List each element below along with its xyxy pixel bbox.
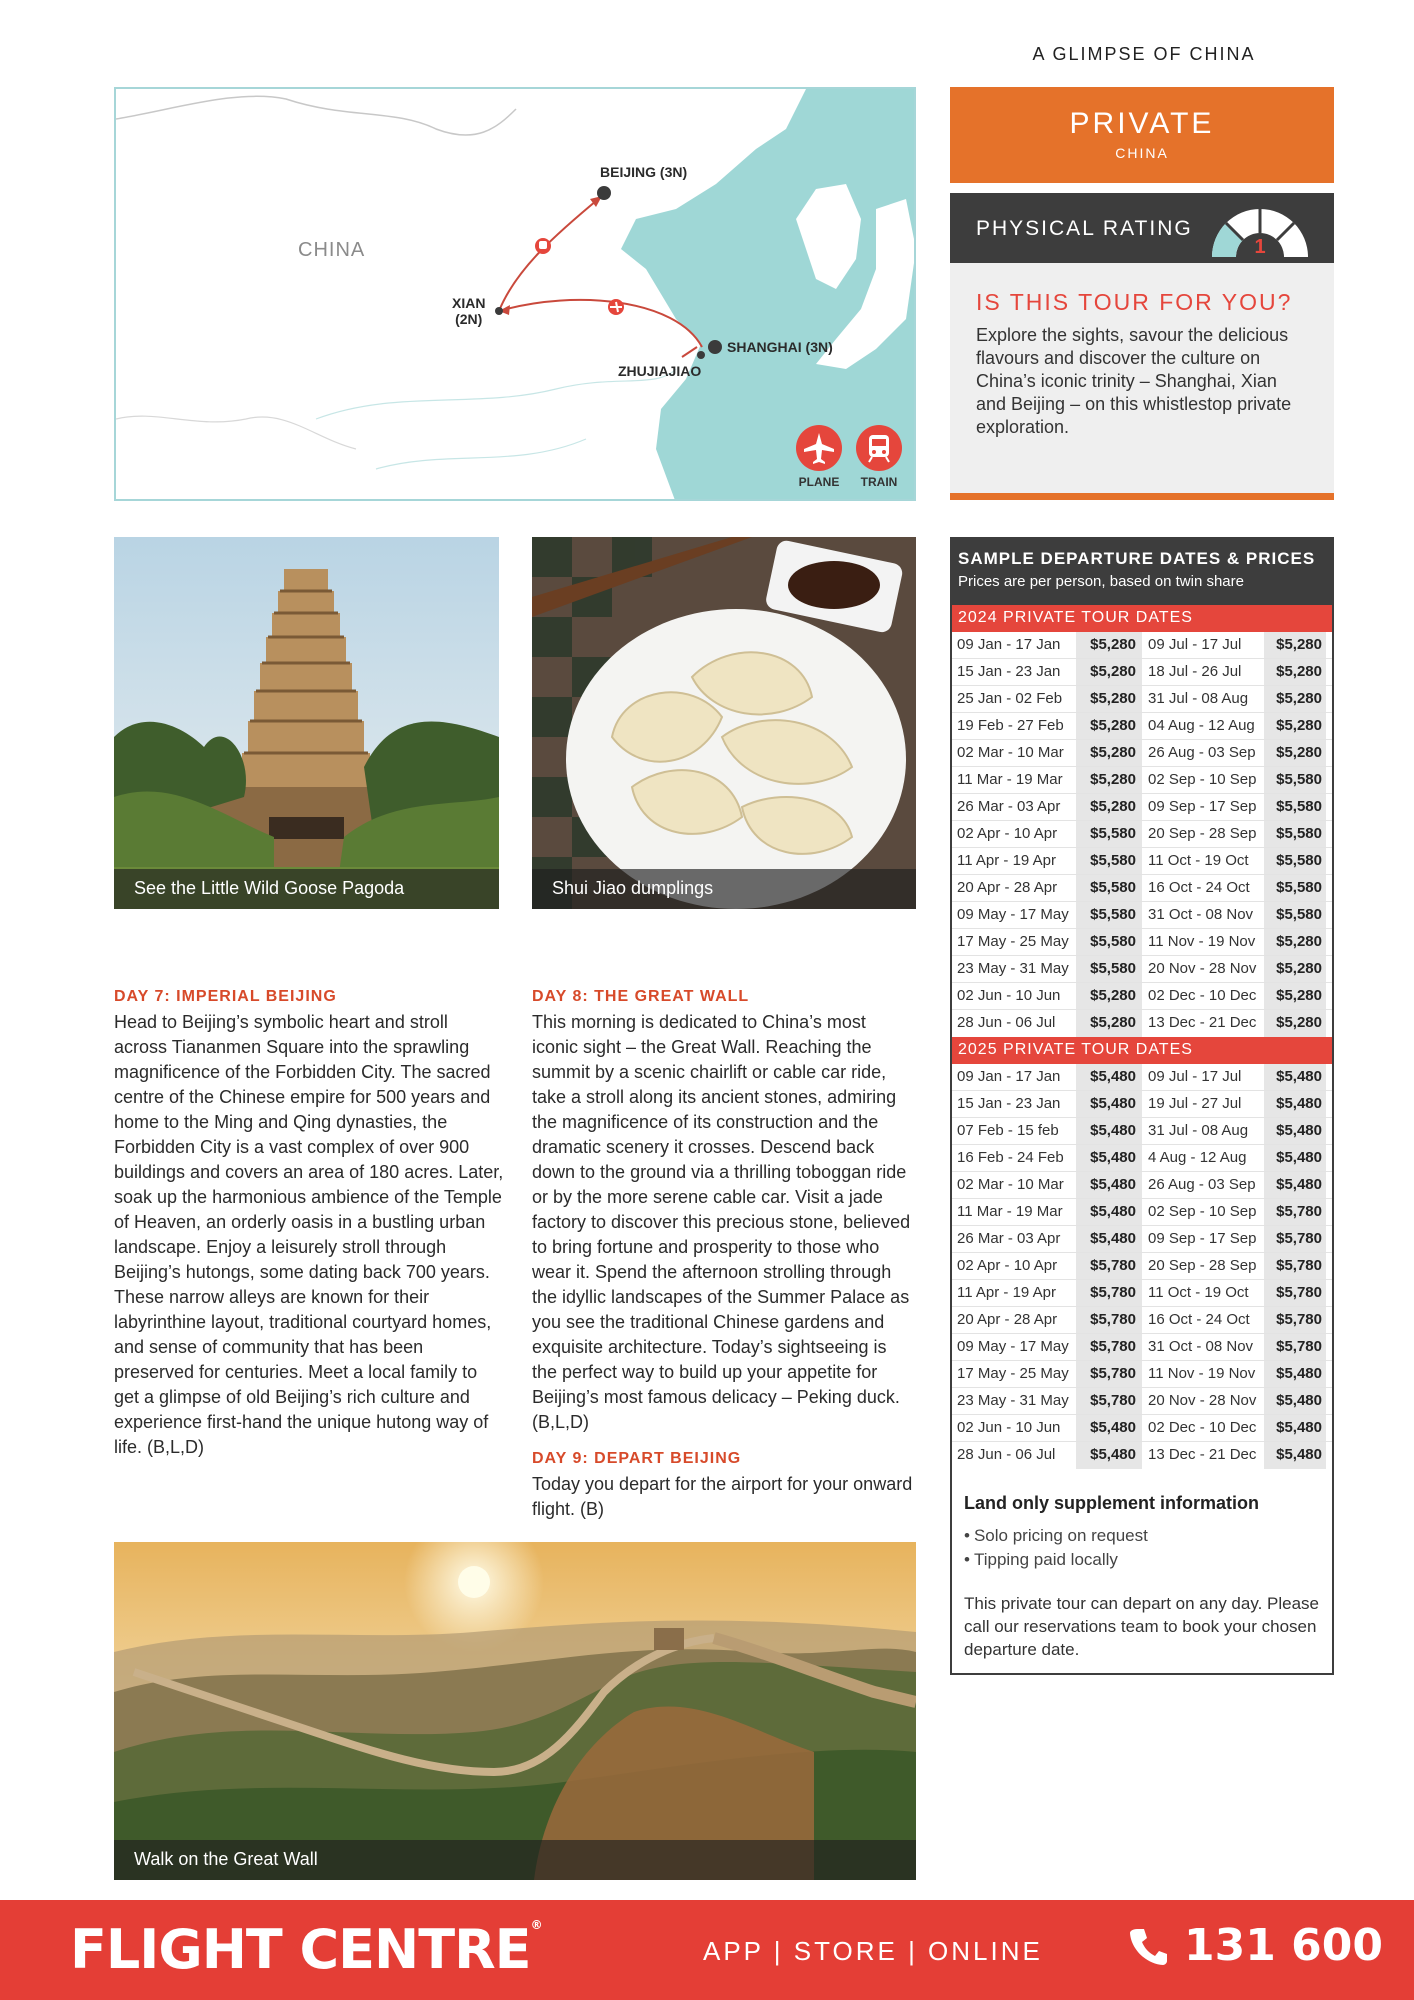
day-8-title: DAY 8: THE GREAT WALL <box>532 988 750 1005</box>
departure-price: $5,480 <box>1076 1172 1142 1198</box>
route-shanghai-zhujiajiao <box>682 347 697 357</box>
physical-rating-bar <box>950 193 1334 263</box>
city-dot-shanghai <box>708 340 722 354</box>
departure-dates: 17 May - 25 May <box>957 1365 1069 1382</box>
departure-price: $5,580 <box>1076 929 1142 955</box>
departure-dates: 09 Sep - 17 Sep <box>1148 1230 1257 1247</box>
price-row <box>952 1280 1332 1307</box>
departure-price: $5,480 <box>1264 1415 1326 1441</box>
departure-dates: 02 Jun - 10 Jun <box>957 1419 1061 1436</box>
footer-channels[interactable]: APP | STORE | ONLINE <box>703 1936 1043 1966</box>
departure-price: $5,480 <box>1264 1442 1326 1469</box>
departure-price: $5,280 <box>1076 794 1142 820</box>
departure-dates: 16 Oct - 24 Oct <box>1148 1311 1250 1328</box>
border-line <box>116 96 516 135</box>
departure-dates: 20 Nov - 28 Nov <box>1148 1392 1257 1409</box>
departure-price: $5,780 <box>1076 1280 1142 1306</box>
departure-price: $5,280 <box>1076 740 1142 766</box>
departure-dates: 26 Aug - 03 Sep <box>1148 1176 1256 1193</box>
physical-rating-label: PHYSICAL RATING <box>976 217 1193 240</box>
departure-price: $5,280 <box>1264 956 1326 982</box>
departure-dates: 11 Oct - 19 Oct <box>1148 852 1249 869</box>
price-row <box>952 956 1332 983</box>
departure-price: $5,480 <box>1076 1442 1142 1469</box>
great-wall-image <box>114 1542 916 1880</box>
departure-price: $5,280 <box>1264 659 1326 685</box>
departure-price: $5,580 <box>1076 875 1142 901</box>
price-row <box>952 821 1332 848</box>
map-city-xian <box>452 295 485 327</box>
dumplings-image <box>532 537 916 909</box>
departure-price: $5,480 <box>1264 1361 1326 1387</box>
price-row <box>952 983 1332 1010</box>
departure-price: $5,280 <box>1076 686 1142 712</box>
photo-caption-pagoda: See the Little Wild Goose Pagoda <box>114 869 499 909</box>
departure-price: $5,580 <box>1264 848 1326 874</box>
departure-dates: 09 May - 17 May <box>957 906 1069 923</box>
departure-dates: 02 Mar - 10 Mar <box>957 1176 1064 1193</box>
departure-price: $5,280 <box>1076 983 1142 1009</box>
departure-price: $5,280 <box>1076 767 1142 793</box>
photo-caption-great-wall: Walk on the Great Wall <box>114 1840 916 1880</box>
map-region-label: CHINA <box>298 239 366 261</box>
brand-logo-text: FLIGHT CENTRE <box>70 1918 531 1981</box>
page-header-title: A GLIMPSE OF CHINA <box>1032 44 1256 64</box>
price-row <box>952 1064 1332 1091</box>
departure-price: $5,480 <box>1076 1091 1142 1117</box>
departure-price: $5,280 <box>1264 740 1326 766</box>
photo-pagoda <box>114 537 499 909</box>
departure-dates: 07 Feb - 15 feb <box>957 1122 1059 1139</box>
departure-dates: 02 Apr - 10 Apr <box>957 825 1058 842</box>
price-row <box>952 1091 1332 1118</box>
photo-caption-dumplings: Shui Jiao dumplings <box>532 869 916 909</box>
departure-dates: 11 Apr - 19 Apr <box>957 852 1056 869</box>
departure-dates: 15 Jan - 23 Jan <box>957 663 1061 680</box>
departure-dates: 11 Mar - 19 Mar <box>957 771 1063 788</box>
departure-dates: 16 Oct - 24 Oct <box>1148 879 1250 896</box>
river-line <box>376 439 586 469</box>
land-only-section <box>952 1469 1332 1661</box>
departure-price: $5,280 <box>1076 632 1142 658</box>
departure-dates: 02 Apr - 10 Apr <box>957 1257 1058 1274</box>
legend-plane-label: PLANE <box>798 475 840 489</box>
departure-dates: 09 May - 17 May <box>957 1338 1069 1355</box>
route-map <box>114 87 916 501</box>
departure-dates: 25 Jan - 02 Feb <box>957 690 1063 707</box>
departure-price: $5,580 <box>1264 875 1326 901</box>
tour-suitability-box <box>950 263 1334 500</box>
price-row <box>952 1442 1332 1469</box>
departure-dates: 31 Jul - 08 Aug <box>1148 690 1249 707</box>
departure-price: $5,580 <box>1076 848 1142 874</box>
departure-price: $5,480 <box>1264 1091 1326 1117</box>
departure-price: $5,580 <box>1264 794 1326 820</box>
departure-price: $5,780 <box>1264 1307 1326 1333</box>
departure-price: $5,280 <box>1264 929 1326 955</box>
departure-dates: 28 Jun - 06 Jul <box>957 1014 1056 1031</box>
departure-dates: 09 Sep - 17 Sep <box>1148 798 1257 815</box>
departure-price: $5,480 <box>1264 1064 1326 1090</box>
departure-dates: 4 Aug - 12 Aug <box>1148 1149 1247 1166</box>
pagoda-image <box>114 537 499 909</box>
departure-dates: 17 May - 25 May <box>957 933 1069 950</box>
rating-value: 1 <box>1254 236 1266 258</box>
departure-dates: 20 Nov - 28 Nov <box>1148 960 1257 977</box>
departure-dates: 19 Jul - 27 Jul <box>1148 1095 1242 1112</box>
day-7-text: Head to Beijing’s symbolic heart and stroll across Tiananmen Square into the sprawling magnificence of the Forbidden City. The sacred centre of the Chinese empire for 500 years and home to the Ming and Qing dynasties, the Forbidden City is a vast complex of over 900 buildings and covers an area of 180 acres. Later, soak up the harmonious ambience of the Temple of Heaven, an orderly oasis in a bustling urban landscape. Enjoy a leisurely stroll through Beijing’s hutongs, some dating back 700 years. These narrow alleys are known for their labyrinthine layout, traditional courtyard homes, and sense of community that has been preserved for centuries. Meet a local family to get a glimpse of old Beijing’s rich culture and experience first-hand the unique hutong way of life. (B,L,D) <box>114 1012 504 1457</box>
departure-dates: 26 Mar - 03 Apr <box>957 798 1061 815</box>
departure-price: $5,780 <box>1264 1253 1326 1279</box>
phone-number: 131 600 <box>1184 1920 1384 1971</box>
tour-type-title: PRIVATE <box>1069 107 1215 140</box>
departure-dates: 31 Oct - 08 Nov <box>1148 906 1254 923</box>
departure-price: $5,580 <box>1076 902 1142 928</box>
departure-price: $5,480 <box>1076 1145 1142 1171</box>
land-only-item: • Tipping paid locally <box>964 1548 1320 1572</box>
day-9-text: Today you depart for the airport for your onward flight. (B) <box>532 1474 913 1519</box>
plane-icon <box>796 425 842 471</box>
rating-gauge-icon <box>1204 197 1316 259</box>
departure-price: $5,780 <box>1076 1307 1142 1333</box>
itinerary-day-8 <box>532 988 916 1435</box>
departure-price: $5,280 <box>1264 713 1326 739</box>
departure-dates: 16 Feb - 24 Feb <box>957 1149 1064 1166</box>
land-only-item: • Solo pricing on request <box>964 1524 1320 1548</box>
departure-prices-table <box>950 537 1334 1675</box>
map-city-xian-nights: (2N) <box>455 311 483 327</box>
price-row <box>952 713 1332 740</box>
route-train-xian-beijing <box>499 196 602 311</box>
departure-price: $5,780 <box>1076 1253 1142 1279</box>
departure-dates: 09 Jul - 17 Jul <box>1148 1068 1242 1085</box>
price-row <box>952 1172 1332 1199</box>
departure-price: $5,580 <box>1264 902 1326 928</box>
itinerary-day-7 <box>114 988 504 1460</box>
departure-dates: 31 Jul - 08 Aug <box>1148 1122 1249 1139</box>
departure-price: $5,280 <box>1264 632 1326 658</box>
price-row <box>952 632 1332 659</box>
departure-dates: 20 Sep - 28 Sep <box>1148 825 1257 842</box>
departure-dates: 23 May - 31 May <box>957 960 1069 977</box>
price-row <box>952 875 1332 902</box>
departure-dates: 02 Dec - 10 Dec <box>1148 987 1257 1004</box>
price-rows-2024 <box>952 632 1332 1037</box>
day-8-text: This morning is dedicated to China’s most iconic sight – the Great Wall. Reaching the summit by a scenic chairlift or cable car ride, take a stroll along its ancient stones, admiring the magnificence of its construction and the dramatic scenery it crosses. Descend back down to the ground via a thrilling toboggan ride or by the more serene cable car. Visit a jade factory to discover this precious stone, believed to bring fortune and prosperity to those who wear it. Spend the afternoon strolling through the idyllic landscapes of the Summer Palace as you see the traditional Chinese gardens and exquisite architecture. Today’s sightseeing is the perfect way to build up your appetite for Beijing’s most famous delicacy – Peking duck. (B,L,D) <box>532 1012 911 1432</box>
departure-price: $5,280 <box>1076 713 1142 739</box>
departure-price: $5,780 <box>1076 1361 1142 1387</box>
border-line <box>116 416 356 449</box>
departure-dates: 02 Sep - 10 Sep <box>1148 771 1257 788</box>
departure-price: $5,780 <box>1264 1280 1326 1306</box>
price-row <box>952 1361 1332 1388</box>
map-city-beijing: BEIJING (3N) <box>600 164 688 180</box>
departure-price: $5,780 <box>1264 1334 1326 1360</box>
departure-price: $5,480 <box>1076 1199 1142 1225</box>
land-only-title: Land only supplement information <box>964 1493 1260 1513</box>
price-row <box>952 794 1332 821</box>
departure-price: $5,280 <box>1076 659 1142 685</box>
departure-price: $5,480 <box>1264 1388 1326 1414</box>
departure-price: $5,480 <box>1264 1172 1326 1198</box>
departure-dates: 11 Oct - 19 Oct <box>1148 1284 1249 1301</box>
price-row <box>952 686 1332 713</box>
price-row <box>952 1253 1332 1280</box>
price-row <box>952 767 1332 794</box>
price-row <box>952 1118 1332 1145</box>
city-dot-beijing <box>597 186 611 200</box>
price-rows-2025 <box>952 1064 1332 1469</box>
departure-dates: 02 Mar - 10 Mar <box>957 744 1064 761</box>
departure-price: $5,780 <box>1076 1334 1142 1360</box>
tour-type-banner <box>950 87 1334 183</box>
year-2025-header: 2025 PRIVATE TOUR DATES <box>952 1037 1332 1064</box>
departure-price: $5,780 <box>1264 1226 1326 1252</box>
prices-title: SAMPLE DEPARTURE DATES & PRICES <box>958 549 1316 568</box>
tour-suitability-heading: IS THIS TOUR FOR YOU? <box>976 289 1293 315</box>
price-row <box>952 1415 1332 1442</box>
legend-train-label: TRAIN <box>860 475 898 489</box>
departure-price: $5,280 <box>1076 1010 1142 1037</box>
departure-dates: 15 Jan - 23 Jan <box>957 1095 1061 1112</box>
departure-price: $5,780 <box>1076 1388 1142 1414</box>
price-row <box>952 929 1332 956</box>
departure-price: $5,780 <box>1264 1199 1326 1225</box>
departure-dates: 13 Dec - 21 Dec <box>1148 1014 1257 1031</box>
departure-dates: 19 Feb - 27 Feb <box>957 717 1064 734</box>
land-only-note: This private tour can depart on any day. Please call our reservations team to book your chosen departure date. <box>964 1594 1319 1659</box>
photo-dumplings <box>532 537 916 909</box>
price-row <box>952 848 1332 875</box>
departure-dates: 20 Apr - 28 Apr <box>957 1311 1058 1328</box>
price-row <box>952 740 1332 767</box>
year-2024-header: 2024 PRIVATE TOUR DATES <box>952 605 1332 632</box>
departure-dates: 26 Mar - 03 Apr <box>957 1230 1061 1247</box>
price-row <box>952 902 1332 929</box>
departure-price: $5,580 <box>1076 821 1142 847</box>
footer-phone[interactable] <box>1128 1920 1383 1971</box>
map-city-shanghai: SHANGHAI (3N) <box>727 339 833 355</box>
departure-price: $5,480 <box>1076 1064 1142 1090</box>
departure-dates: 13 Dec - 21 Dec <box>1148 1446 1257 1463</box>
prices-subtitle: Prices are per person, based on twin share <box>958 573 1244 590</box>
map-city-zhujiajiao: ZHUJIAJIAO <box>618 363 702 379</box>
departure-dates: 28 Jun - 06 Jul <box>957 1446 1056 1463</box>
day-9-title: DAY 9: DEPART BEIJING <box>532 1450 742 1467</box>
departure-price: $5,580 <box>1264 767 1326 793</box>
departure-dates: 04 Aug - 12 Aug <box>1148 717 1255 734</box>
departure-price: $5,480 <box>1076 1415 1142 1441</box>
departure-dates: 09 Jan - 17 Jan <box>957 1068 1061 1085</box>
tour-suitability-text: Explore the sights, savour the delicious flavours and discover the culture on China’s iconic trinity – Shanghai, Xian and Beijing – on this whistlestop private exploration. <box>976 325 1292 437</box>
map-city-xian-name: XIAN <box>452 295 486 311</box>
price-row <box>952 1334 1332 1361</box>
price-row <box>952 1226 1332 1253</box>
train-icon <box>856 425 902 471</box>
map-legend-plane <box>796 425 842 489</box>
departure-dates: 11 Apr - 19 Apr <box>957 1284 1056 1301</box>
brand-logo[interactable] <box>70 1918 542 1981</box>
price-row <box>952 1199 1332 1226</box>
departure-price: $5,480 <box>1264 1145 1326 1171</box>
price-row <box>952 1010 1332 1037</box>
price-row <box>952 1145 1332 1172</box>
departure-price: $5,280 <box>1264 983 1326 1009</box>
city-dot-zhujiajiao <box>697 351 705 359</box>
map-legend-train <box>856 425 902 489</box>
brand-registered-mark: ® <box>530 1918 542 1932</box>
departure-price: $5,280 <box>1264 686 1326 712</box>
departure-dates: 26 Aug - 03 Sep <box>1148 744 1256 761</box>
departure-dates: 02 Jun - 10 Jun <box>957 987 1061 1004</box>
departure-price: $5,480 <box>1264 1118 1326 1144</box>
departure-dates: 11 Mar - 19 Mar <box>957 1203 1063 1220</box>
departure-price: $5,480 <box>1076 1226 1142 1252</box>
departure-dates: 20 Sep - 28 Sep <box>1148 1257 1257 1274</box>
departure-price: $5,480 <box>1076 1118 1142 1144</box>
departure-price: $5,580 <box>1264 821 1326 847</box>
departure-dates: 18 Jul - 26 Jul <box>1148 663 1242 680</box>
price-row <box>952 1388 1332 1415</box>
departure-dates: 02 Dec - 10 Dec <box>1148 1419 1257 1436</box>
phone-icon <box>1128 1926 1168 1966</box>
departure-dates: 20 Apr - 28 Apr <box>957 879 1058 896</box>
footer-bar <box>0 1900 1414 2000</box>
departure-price: $5,580 <box>1076 956 1142 982</box>
departure-dates: 23 May - 31 May <box>957 1392 1069 1409</box>
departure-dates: 11 Nov - 19 Nov <box>1148 933 1256 950</box>
departure-dates: 11 Nov - 19 Nov <box>1148 1365 1256 1382</box>
city-dot-xian <box>495 307 503 315</box>
price-row <box>952 659 1332 686</box>
departure-dates: 09 Jul - 17 Jul <box>1148 636 1242 653</box>
price-row <box>952 1307 1332 1334</box>
day-7-title: DAY 7: IMPERIAL BEIJING <box>114 988 337 1005</box>
tour-type-subtitle: CHINA <box>1115 145 1169 161</box>
departure-dates: 31 Oct - 08 Nov <box>1148 1338 1254 1355</box>
departure-price: $5,280 <box>1264 1010 1326 1037</box>
itinerary-day-9 <box>532 1450 916 1522</box>
land-only-list <box>964 1524 1320 1572</box>
departure-dates: 09 Jan - 17 Jan <box>957 636 1061 653</box>
departure-dates: 02 Sep - 10 Sep <box>1148 1203 1257 1220</box>
prices-header <box>952 539 1332 605</box>
photo-great-wall <box>114 1542 916 1880</box>
